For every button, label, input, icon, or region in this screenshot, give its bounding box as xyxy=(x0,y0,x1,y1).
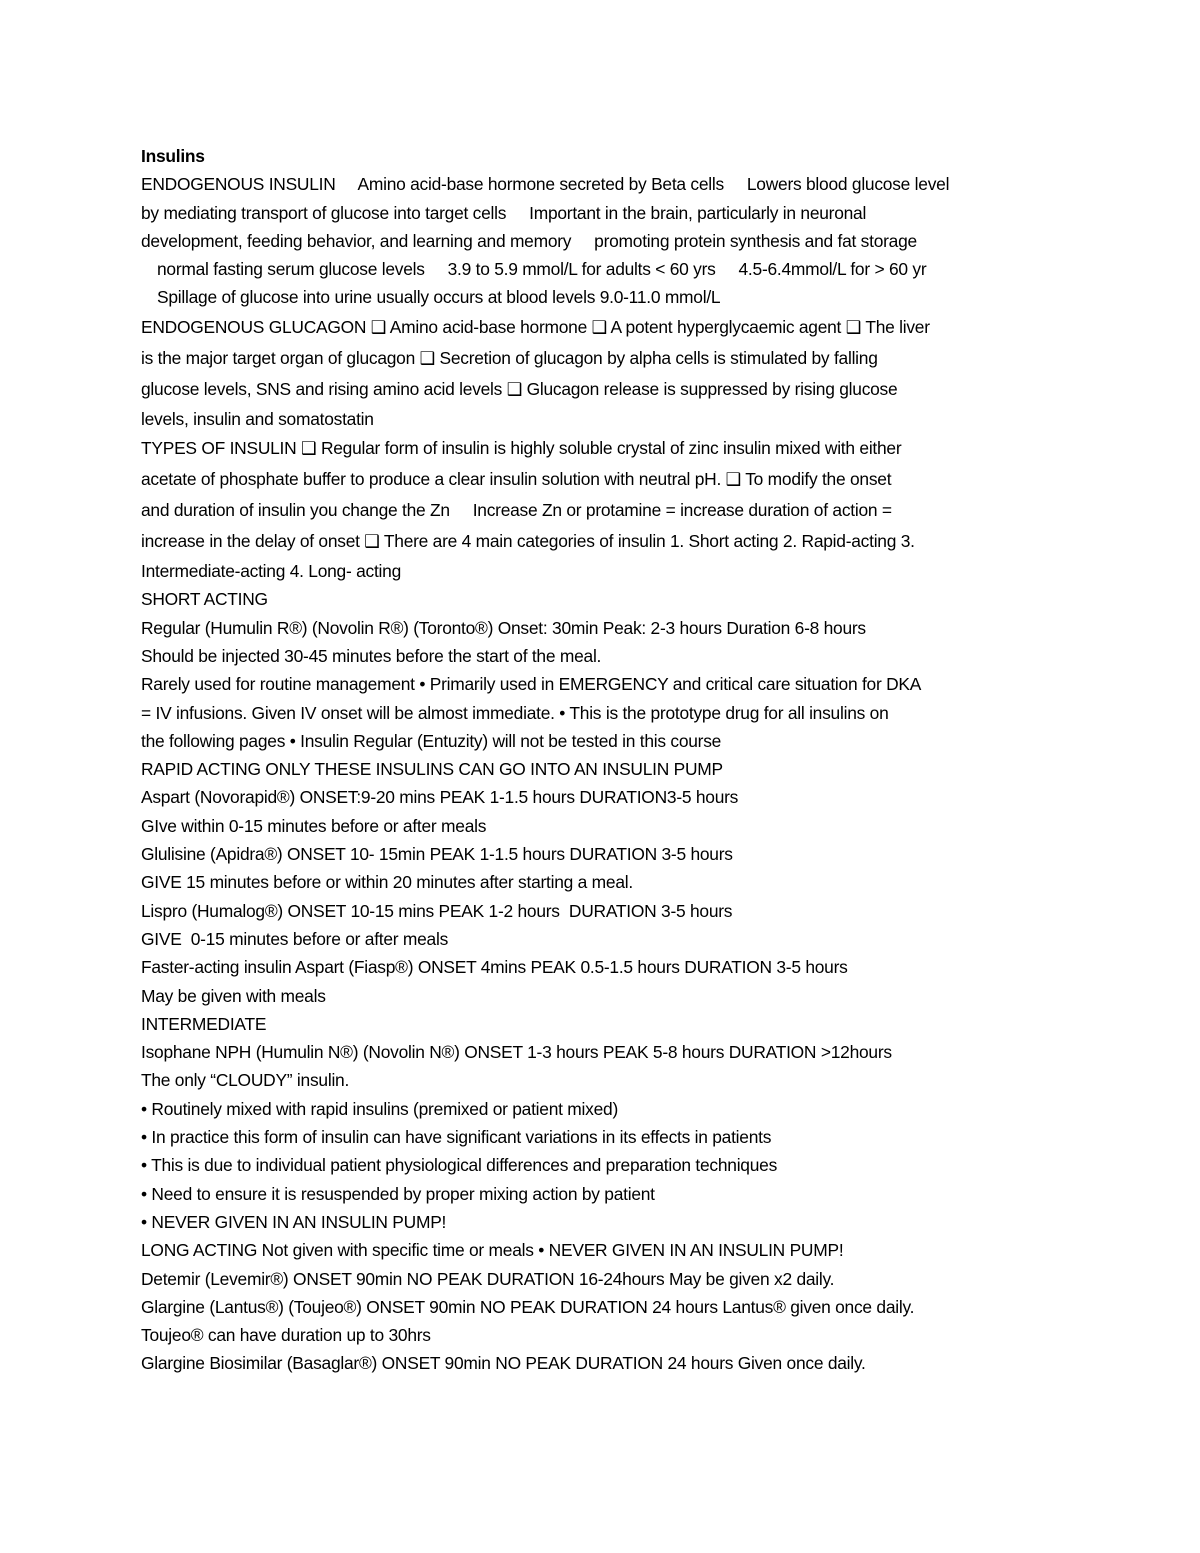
text-line: acetate of phosphate buffer to produce a clear insulin solution with neutral pH. ❑ To modify the onset xyxy=(141,469,892,490)
text-line: = IV infusions. Given IV onset will be almost immediate. • This is the prototype drug for all insulins on xyxy=(141,702,889,723)
text-line: and duration of insulin you change the Zn Increase Zn or protamine = increase duration of action = xyxy=(141,500,892,521)
document-body xyxy=(141,142,1071,1378)
text-line: Isophane NPH (Humulin N®) (Novolin N®) ONSET 1-3 hours PEAK 5-8 hours DURATION >12hours xyxy=(141,1042,892,1063)
text-line: by mediating transport of glucose into target cells Important in the brain, particularly in neuronal xyxy=(141,202,867,223)
text-line: is the major target organ of glucagon ❑ Secretion of glucagon by alpha cells is stimulated by falling xyxy=(141,347,878,368)
text-line: GIve within 0-15 minutes before or after meals xyxy=(141,815,487,836)
bullet-item: • This is due to individual patient physiological differences and preparation techniques xyxy=(141,1155,778,1176)
text-line: GIVE 0-15 minutes before or after meals xyxy=(141,928,449,949)
text-line: Faster-acting insulin Aspart (Fiasp®) ONSET 4mins PEAK 0.5-1.5 hours DURATION 3-5 hours xyxy=(141,957,848,978)
text-line: Glargine (Lantus®) (Toujeo®) ONSET 90min NO PEAK DURATION 24 hours Lantus® given once daily. xyxy=(141,1296,915,1317)
text-line: Intermediate-acting 4. Long- acting xyxy=(141,561,401,582)
text-line: levels, insulin and somatostatin xyxy=(141,408,374,429)
text-line: TYPES OF INSULIN ❑ Regular form of insulin is highly soluble crystal of zinc insulin mixed with either xyxy=(141,438,902,459)
text-line: Should be injected 30-45 minutes before the start of the meal. xyxy=(141,645,602,666)
text-line: the following pages • Insulin Regular (Entuzity) will not be tested in this course xyxy=(141,730,722,751)
text-line: Toujeo® can have duration up to 30hrs xyxy=(141,1325,431,1346)
text-line: Lispro (Humalog®) ONSET 10-15 mins PEAK 1-2 hours DURATION 3-5 hours xyxy=(141,900,733,921)
text-line: normal fasting serum glucose levels 3.9 to 5.9 mmol/L for adults < 60 yrs 4.5-6.4mmol/L for > 60 yr xyxy=(157,259,927,280)
section-heading: RAPID ACTING ONLY THESE INSULINS CAN GO INTO AN INSULIN PUMP xyxy=(141,759,723,780)
section-heading: SHORT ACTING xyxy=(141,589,268,610)
document-heading: Insulins xyxy=(141,146,205,166)
text-line: glucose levels, SNS and rising amino acid levels ❑ Glucagon release is suppressed by rising glucose xyxy=(141,378,898,399)
text-line: increase in the delay of onset ❑ There are 4 main categories of insulin 1. Short acting 2. Rapid-acting 3. xyxy=(141,531,915,552)
text-line: development, feeding behavior, and learning and memory promoting protein synthesis and fat storage xyxy=(141,230,917,251)
text-line: Rarely used for routine management • Primarily used in EMERGENCY and critical care situation for DKA xyxy=(141,674,922,695)
section-heading: LONG ACTING Not given with specific time or meals • NEVER GIVEN IN AN INSULIN PUMP! xyxy=(141,1240,844,1261)
bullet-item: • In practice this form of insulin can have significant variations in its effects in patients xyxy=(141,1127,772,1148)
text-line: May be given with meals xyxy=(141,985,326,1006)
text-line: The only “CLOUDY” insulin. xyxy=(141,1070,350,1091)
text-line: ENDOGENOUS INSULIN Amino acid-base hormone secreted by Beta cells Lowers blood glucose level xyxy=(141,174,950,195)
bullet-item: • NEVER GIVEN IN AN INSULIN PUMP! xyxy=(141,1211,447,1232)
text-line: ENDOGENOUS GLUCAGON ❑ Amino acid-base hormone ❑ A potent hyperglycaemic agent ❑ The liver xyxy=(141,316,930,337)
text-line: Glargine Biosimilar (Basaglar®) ONSET 90min NO PEAK DURATION 24 hours Given once daily. xyxy=(141,1353,866,1374)
text-line: Detemir (Levemir®) ONSET 90min NO PEAK DURATION 16-24hours May be given x2 daily. xyxy=(141,1268,835,1289)
bullet-item: • Routinely mixed with rapid insulins (premixed or patient mixed) xyxy=(141,1098,618,1119)
text-line: Regular (Humulin R®) (Novolin R®) (Toronto®) Onset: 30min Peak: 2-3 hours Duration 6-8 hours xyxy=(141,617,866,638)
text-line: GIVE 15 minutes before or within 20 minutes after starting a meal. xyxy=(141,872,633,893)
text-line: Aspart (Novorapid®) ONSET:9-20 mins PEAK 1-1.5 hours DURATION3-5 hours xyxy=(141,787,739,808)
text-line: Spillage of glucose into urine usually occurs at blood levels 9.0-11.0 mmol/L xyxy=(157,287,721,308)
section-heading: INTERMEDIATE xyxy=(141,1013,267,1034)
text-line: Glulisine (Apidra®) ONSET 10- 15min PEAK 1-1.5 hours DURATION 3-5 hours xyxy=(141,844,733,865)
bullet-item: • Need to ensure it is resuspended by proper mixing action by patient xyxy=(141,1183,655,1204)
